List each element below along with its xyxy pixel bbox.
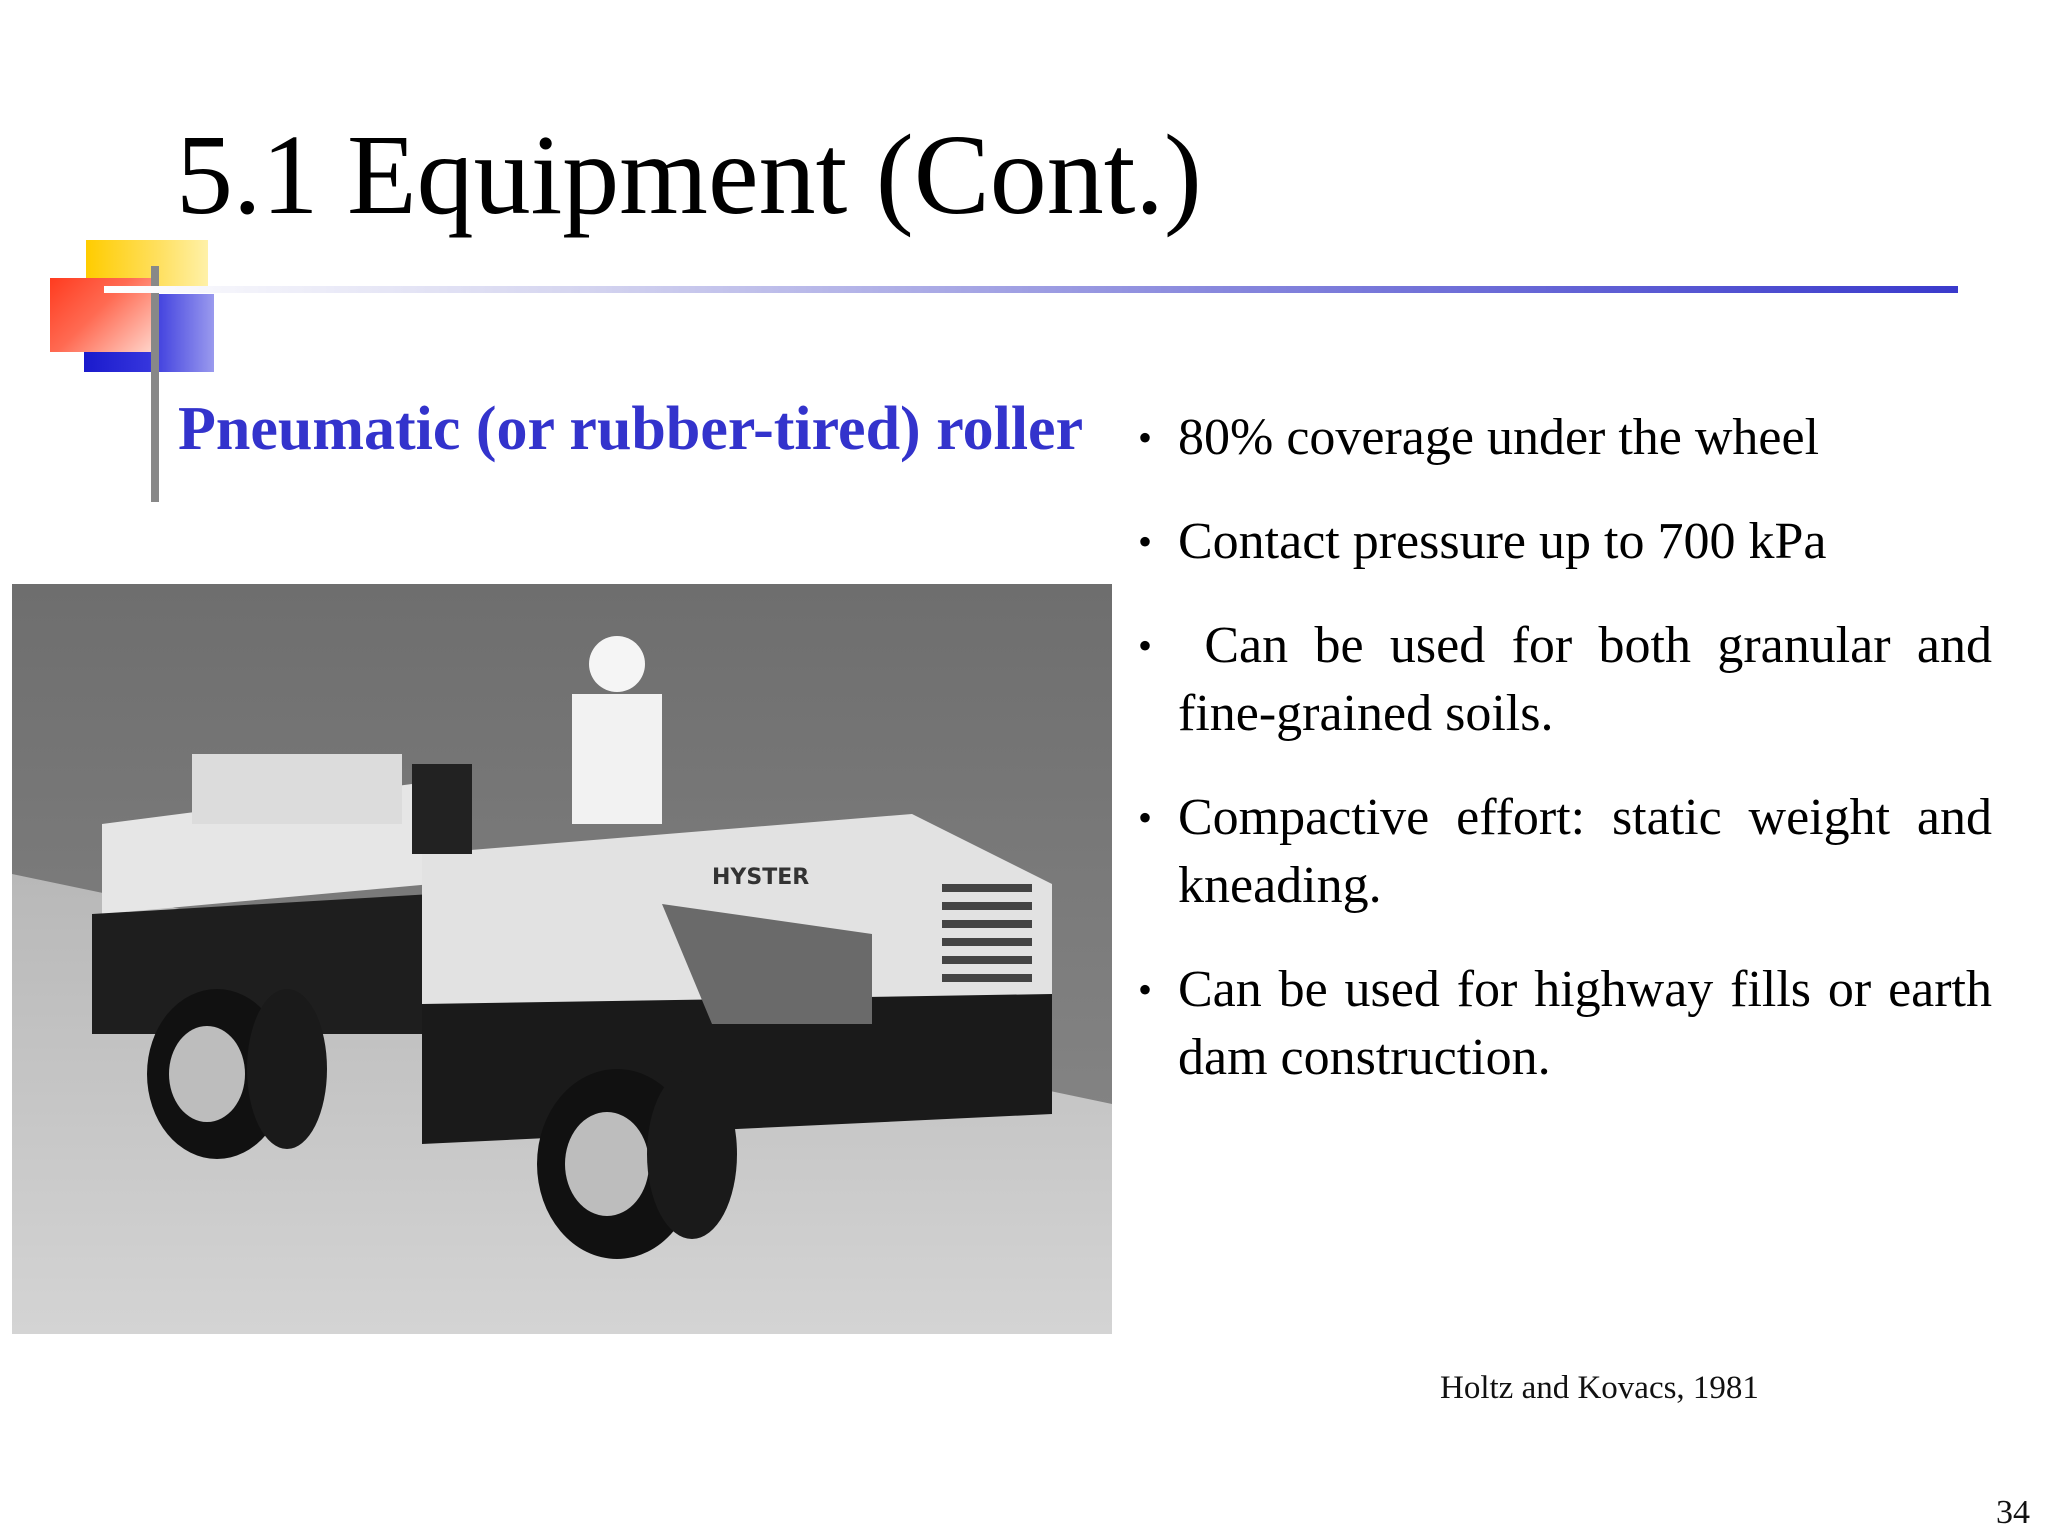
decoration-vertical-bar	[151, 266, 159, 502]
bullet-item	[1132, 784, 1992, 920]
roller-photo-image	[12, 584, 1112, 1334]
bullet-item	[1132, 612, 2006, 748]
bullet-icon: •	[1138, 415, 1153, 460]
bullet-icon: •	[1138, 519, 1153, 564]
slide-subtitle: Pneumatic (or rubber-tired) roller	[178, 395, 1084, 463]
bullet-icon: •	[1138, 967, 1153, 1012]
bullet-text: Can be used for both granular and fine-grained soils.	[1178, 617, 2006, 742]
bullet-icon: •	[1138, 795, 1153, 840]
bullet-list	[1132, 404, 2006, 1128]
bullet-text: Compactive effort: static weight and kneading.	[1178, 789, 1992, 914]
roller-photo	[12, 584, 1112, 1334]
bullet-text: Can be used for highway fills or earth dam construction.	[1178, 961, 1992, 1086]
title-underline	[104, 286, 1958, 293]
bullet-icon: •	[1138, 623, 1153, 668]
slide-title: 5.1 Equipment (Cont.)	[176, 111, 1202, 238]
page-number: 34	[1996, 1494, 2030, 1531]
bullet-item	[1132, 404, 1992, 472]
source-citation: Holtz and Kovacs, 1981	[1440, 1370, 1759, 1406]
bullet-item	[1132, 956, 1992, 1092]
bullet-item	[1132, 508, 1992, 576]
roller-brand-text: HYSTER	[712, 865, 810, 890]
bullet-text: Contact pressure up to 700 kPa	[1178, 513, 1827, 570]
bullet-text: 80% coverage under the wheel	[1178, 409, 1820, 466]
